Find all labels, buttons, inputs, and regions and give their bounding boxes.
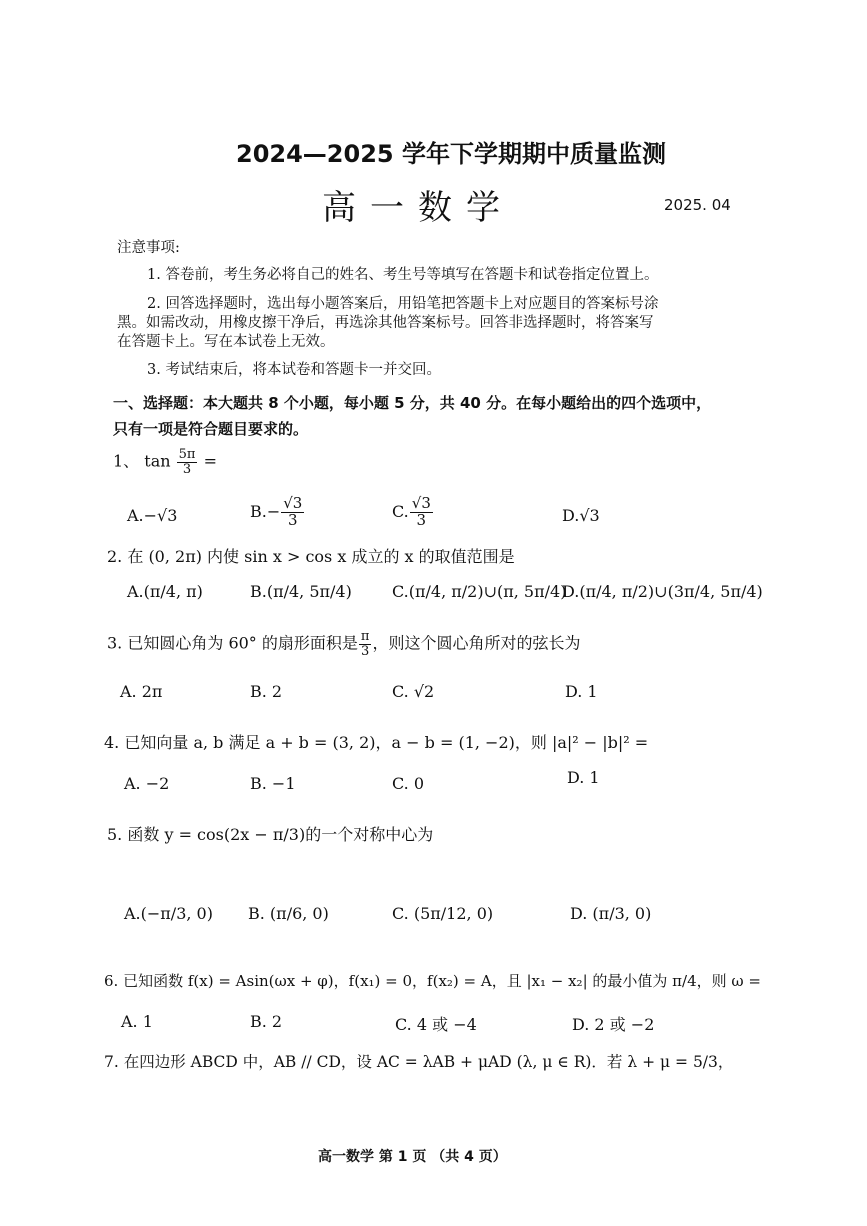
- q6-option-b: B. 2: [250, 1012, 283, 1031]
- q6-option-d: D. 2 或 −2: [572, 1015, 655, 1034]
- q6-option-a: A. 1: [121, 1012, 153, 1031]
- question-1: 1、 tan $\frac{5\pi}{3}$ =: [113, 447, 217, 477]
- note-item: 在答题卡上。写在本试卷上无效。: [117, 334, 335, 350]
- q3-option-b: B. 2: [250, 682, 283, 701]
- exam-date: 2025. 04: [664, 196, 731, 214]
- q4-option-c: C. 0: [392, 774, 425, 793]
- q2-option-c: C.(π/4, π/2)∪(π, 5π/4): [392, 582, 567, 601]
- q1-option-b: B.− $\frac{√3}{3}$: [250, 494, 303, 529]
- note-item: 3. 考试结束后，将本试卷和答题卡一并交回。: [147, 362, 441, 378]
- note-item: 2. 回答选择题时，选出每小题答案后，用铅笔把答题卡上对应题目的答案标号涂: [147, 296, 659, 312]
- q5-option-d: D. (π/3, 0): [570, 904, 652, 923]
- q4-option-d: D. 1: [567, 768, 600, 787]
- q1-option-c: C. $\frac{√3}{3}$: [392, 494, 431, 529]
- page-footer: 高一数学 第 1 页 （共 4 页）: [318, 1149, 507, 1165]
- q1-option-a: A.−√3: [127, 506, 178, 525]
- note-item: 1. 答卷前，考生务必将自己的姓名、考生号等填写在答题卡和试卷指定位置上。: [147, 267, 659, 283]
- question-2: 2. 在 (0, 2π) 内使 sin x > cos x 成立的 x 的取值范围是: [107, 547, 515, 566]
- notes-heading: 注意事项:: [117, 240, 180, 256]
- q2-option-a: A.(π/4, π): [127, 582, 203, 601]
- q5-option-a: A.(−π/3, 0): [124, 904, 213, 923]
- question-7: 7. 在四边形 ABCD 中，AB // CD，设 AC = λAB + μAD (λ, μ ∈ R)．若 λ + μ = 5/3，: [104, 1053, 734, 1071]
- section-heading: 一、选择题：本大题共 8 个小题，每小题 5 分，共 40 分。在每小题给出的四个选项中，: [113, 394, 712, 412]
- q3-option-a: A. 2π: [120, 682, 163, 701]
- note-item: 黑。如需改动，用橡皮擦干净后，再选涂其他答案标号。回答非选择题时，将答案写: [117, 315, 654, 331]
- q2-option-b: B.(π/4, 5π/4): [250, 582, 352, 601]
- q4-option-a: A. −2: [124, 774, 170, 793]
- q4-option-b: B. −1: [250, 774, 296, 793]
- q5-option-c: C. (5π/12, 0): [392, 904, 494, 923]
- q5-option-b: B. (π/6, 0): [248, 904, 329, 923]
- question-4: 4. 已知向量 a, b 满足 a + b = (3, 2)，a − b = (1, −2)，则 |a|² − |b|² =: [104, 733, 649, 752]
- q3-option-c: C. √2: [392, 682, 435, 701]
- q2-option-d: D.(π/4, π/2)∪(3π/4, 5π/4): [562, 582, 763, 601]
- exam-title: 2024—2025 学年下学期期中质量监测: [236, 140, 666, 168]
- q3-option-d: D. 1: [565, 682, 598, 701]
- question-5: 5. 函数 y = cos(2x − π/3)的一个对称中心为: [107, 825, 434, 844]
- subject-title: 高一数学: [322, 188, 514, 228]
- q6-option-c: C. 4 或 −4: [395, 1015, 477, 1034]
- question-3: 3. 已知圆心角为 60° 的扇形面积是 $\frac{\pi}{3}$ ，则这个圆心角所对的弦长为: [107, 629, 581, 659]
- question-6: 6. 已知函数 f(x) = Asin(ωx + φ)，f(x₁) = 0，f(x₂) = A，且 |x₁ − x₂| 的最小值为 π/4，则 ω =: [104, 972, 761, 990]
- q1-option-d: D.√3: [562, 506, 600, 525]
- section-heading-cont: 只有一项是符合题目要求的。: [113, 420, 309, 438]
